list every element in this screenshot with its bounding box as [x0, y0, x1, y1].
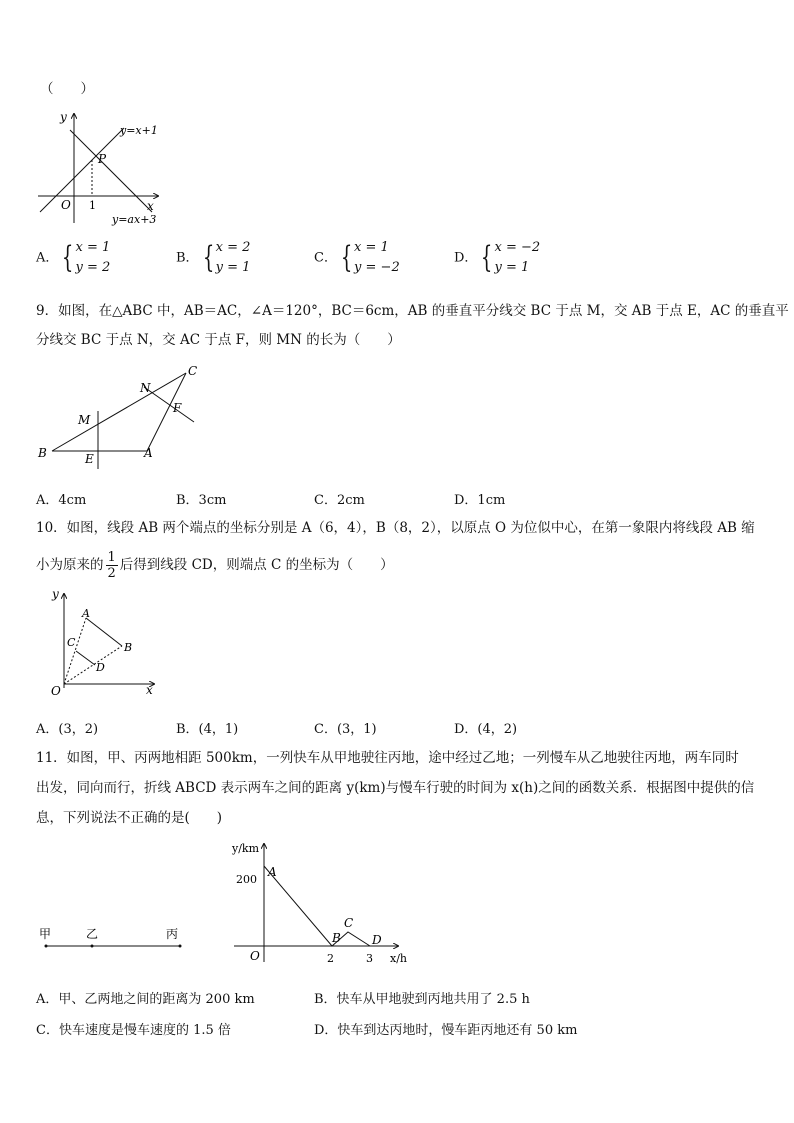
- q9-text-line1: 9．如图，在△ABC 中，AB＝AC，∠A＝120°，BC＝6cm，AB 的垂直平分线交 BC 于点 M，交 AB 于点 E，AC 的垂直平: [36, 303, 789, 319]
- q11-place-bing: 丙: [166, 927, 179, 941]
- q9-label-m: M: [78, 413, 91, 427]
- q8-option-c[interactable]: C． { x = 1 y = −2: [314, 240, 400, 275]
- q11-text-line1: 11．如图，甲、丙两地相距 500km，一列快车从甲地驶往丙地，途中经过乙地；一列慢车从乙地驶往丙地，两车同时: [36, 750, 739, 766]
- q10-segment-ab: [86, 618, 122, 646]
- q10-origin: O: [51, 684, 61, 698]
- q10-text-line1: 10．如图，线段 AB 两个端点的坐标分别是 A（6，4），B（8，2），以原点 O 为位似中心，在第一象限内将线段 AB 缩: [36, 520, 755, 536]
- q10-line2-pre: 小为原来的: [36, 557, 104, 573]
- q11-x-label: x/h: [390, 952, 407, 965]
- q10-text-line2: [36, 545, 394, 585]
- q11-graph: [226, 838, 416, 968]
- q10-label-c: C: [67, 636, 76, 649]
- q10-label-a: A: [82, 607, 90, 620]
- q11-option-b[interactable]: B．快车从甲地驶到丙地共用了 2.5 h: [314, 992, 530, 1007]
- q9-label-a: A: [144, 446, 153, 460]
- q9-option-b[interactable]: B．3cm: [176, 493, 227, 508]
- q9-option-c[interactable]: C．2cm: [314, 493, 365, 508]
- q11-label-d: D: [372, 933, 382, 947]
- q9-label-e: E: [85, 452, 94, 466]
- q8-line1-label: y=x+1: [120, 124, 158, 137]
- q9-label-c: C: [188, 364, 198, 378]
- q11-x-tick-2: 2: [327, 952, 334, 965]
- q8-x-label: x: [147, 199, 154, 213]
- q11-x-tick-3: 3: [366, 952, 373, 965]
- q10-label-b: B: [124, 641, 133, 654]
- q11-point-jia: [45, 945, 48, 948]
- q11-point-yi: [91, 945, 94, 948]
- q11-option-d[interactable]: D．快车到达丙地时，慢车距丙地还有 50 km: [314, 1023, 578, 1038]
- q8-line-2: [70, 130, 152, 212]
- q10-ray-ob: [64, 646, 122, 684]
- q8-option-d[interactable]: D． { x = −2 y = 1: [454, 240, 541, 275]
- q11-label-a: A: [268, 865, 277, 879]
- q10-label-d: D: [96, 661, 105, 674]
- q11-route-diagram: [36, 920, 196, 960]
- q10-fraction: $\frac{1}{2}$: [107, 550, 116, 581]
- q11-option-a[interactable]: A．甲、乙两地之间的距离为 200 km: [36, 992, 255, 1007]
- q10-figure: [40, 588, 170, 698]
- q11-option-c[interactable]: C．快车速度是慢车速度的 1.5 倍: [36, 1023, 231, 1038]
- q11-text-line3: 息，下列说法不正确的是( ): [36, 810, 223, 826]
- q11-y-tick-200: 200: [236, 873, 257, 886]
- q10-y-label: y: [52, 588, 59, 601]
- q8-option-b[interactable]: B． { x = 2 y = 1: [176, 240, 251, 275]
- q11-label-c: C: [344, 916, 354, 930]
- q9-text-line2: 分线交 BC 于点 N，交 AC 于点 F，则 MN 的长为（ ）: [36, 332, 401, 348]
- q10-ray-oa: [64, 618, 86, 684]
- q9-side-bc: [52, 373, 186, 451]
- q10-option-b[interactable]: B．(4，1): [176, 722, 239, 737]
- q8-point-p: P: [98, 152, 107, 166]
- q9-option-a[interactable]: A．4cm: [36, 493, 87, 508]
- q10-option-d[interactable]: D．(4，2): [454, 722, 518, 737]
- q10-segment-cd: [76, 651, 95, 665]
- q11-polyline-abcd: [264, 866, 370, 946]
- q9-figure: [34, 360, 214, 472]
- q8-y-label: y: [60, 110, 67, 124]
- q11-y-label: y/km: [232, 842, 260, 855]
- q11-text-line2: 出发，同向而行，折线 ABCD 表示两车之间的距离 y(km)与慢车行驶的时间为 x(h)之间的函数关系．根据图中提供的信: [36, 780, 755, 796]
- q8-origin: O: [61, 198, 71, 212]
- q10-option-a[interactable]: A．(3，2): [36, 722, 99, 737]
- q8-tick-1: 1: [89, 199, 96, 212]
- q8-line2-label: y=ax+3: [112, 213, 157, 226]
- q9-option-d[interactable]: D．1cm: [454, 493, 506, 508]
- q8-line-1: [40, 128, 124, 212]
- q9-label-f: F: [173, 401, 182, 415]
- q11-place-yi: 乙: [86, 927, 99, 941]
- q11-label-b: B: [332, 931, 341, 945]
- q8-option-a[interactable]: A． { x = 1 y = 2: [36, 240, 111, 275]
- q10-option-c[interactable]: C．(3，1): [314, 722, 377, 737]
- q9-label-b: B: [38, 446, 47, 460]
- q11-place-jia: 甲: [39, 927, 52, 941]
- q11-origin: O: [250, 949, 260, 963]
- q10-line2-post: 后得到线段 CD，则端点 C 的坐标为（ ）: [119, 557, 394, 573]
- q8-graph: [34, 108, 174, 228]
- q8-answer-paren: （ ）: [40, 81, 94, 97]
- q9-label-n: N: [140, 381, 151, 395]
- q10-x-label: x: [146, 683, 153, 697]
- q11-point-bing: [179, 945, 182, 948]
- q9-perp-bisector-ac: [144, 387, 194, 422]
